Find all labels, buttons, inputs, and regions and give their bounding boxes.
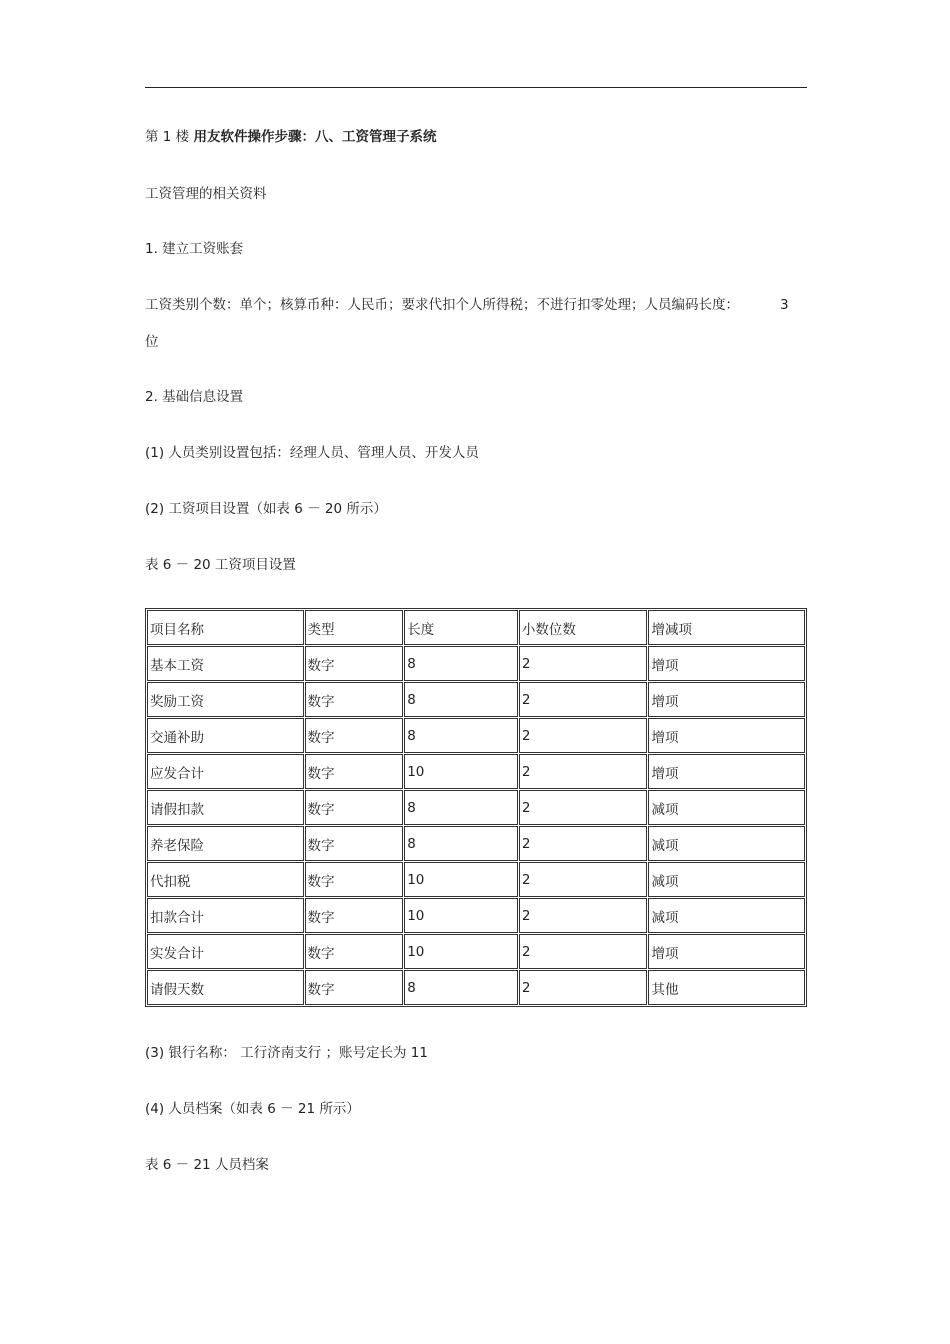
table-row xyxy=(147,862,805,897)
table-cell: 8 xyxy=(404,790,518,825)
table-cell: 数字 xyxy=(305,898,404,933)
table-cell: 减项 xyxy=(648,790,805,825)
table-row xyxy=(147,754,805,789)
code-length-value: 3 xyxy=(780,297,789,313)
table-cell: 增项 xyxy=(648,934,805,969)
top-rule xyxy=(145,87,807,88)
table-cell: 增项 xyxy=(648,646,805,681)
table-cell: 2 xyxy=(519,682,648,717)
table-cell: 扣款合计 xyxy=(147,898,304,933)
table-cell: 减项 xyxy=(648,862,805,897)
table-cell: 2 xyxy=(519,898,648,933)
table-cell: 增项 xyxy=(648,718,805,753)
table-cell: 其他 xyxy=(648,970,805,1005)
table-row xyxy=(147,898,805,933)
table-cell: 8 xyxy=(404,826,518,861)
section-2-heading: 2. 基础信息设置 xyxy=(145,389,244,405)
table-cell: 2 xyxy=(519,934,648,969)
item-3-text: (3) 银行名称： 工行济南支行 ；账号定长为 11 xyxy=(145,1045,428,1061)
table-cell: 请假天数 xyxy=(147,970,304,1005)
table-cell: 2 xyxy=(519,718,648,753)
item-4-text: (4) 人员档案（如表 6 － 21 所示） xyxy=(145,1101,360,1117)
table-cell: 奖励工资 xyxy=(147,682,304,717)
table-cell: 8 xyxy=(404,718,518,753)
table-cell: 增项 xyxy=(648,754,805,789)
table-row xyxy=(147,934,805,969)
table-cell: 数字 xyxy=(305,718,404,753)
table-cell: 2 xyxy=(519,646,648,681)
table-2-caption: 表 6 － 21 人员档案 xyxy=(145,1157,269,1173)
table-cell: 2 xyxy=(519,754,648,789)
table-cell: 10 xyxy=(404,754,518,789)
table-cell: 应发合计 xyxy=(147,754,304,789)
table-cell: 8 xyxy=(404,682,518,717)
table-caption: 表 6 － 20 工资项目设置 xyxy=(145,557,296,573)
header-cell: 增减项 xyxy=(648,610,805,645)
table-cell: 实发合计 xyxy=(147,934,304,969)
header-cell: 小数位数 xyxy=(519,610,648,645)
intro-text: 工资管理的相关资料 xyxy=(145,186,267,202)
table-cell: 2 xyxy=(519,790,648,825)
table-cell: 10 xyxy=(404,898,518,933)
table-cell: 数字 xyxy=(305,790,404,825)
detail-line-2: 位 xyxy=(145,334,159,350)
table-cell: 数字 xyxy=(305,682,404,717)
table-header-row xyxy=(147,610,805,645)
table-cell: 增项 xyxy=(648,682,805,717)
table-row xyxy=(147,790,805,825)
table-cell: 数字 xyxy=(305,754,404,789)
header-cell: 项目名称 xyxy=(147,610,304,645)
table-cell: 数字 xyxy=(305,934,404,969)
post-title: 用友软件操作步骤：八、工资管理子系统 xyxy=(193,129,437,145)
header-cell: 长度 xyxy=(404,610,518,645)
header-cell: 类型 xyxy=(305,610,404,645)
table-cell: 10 xyxy=(404,862,518,897)
table-cell: 数字 xyxy=(305,646,404,681)
post-header xyxy=(145,127,436,147)
floor-label: 第 1 楼 xyxy=(145,129,190,145)
table-cell: 8 xyxy=(404,970,518,1005)
salary-items-table xyxy=(145,608,807,1007)
table-row xyxy=(147,646,805,681)
table-cell: 2 xyxy=(519,826,648,861)
table-row xyxy=(147,826,805,861)
table-cell: 数字 xyxy=(305,862,404,897)
table-cell: 2 xyxy=(519,970,648,1005)
detail-line-1: 工资类别个数：单个；核算币种：人民币；要求代扣个人所得税；不进行扣零处理；人员编码长度： xyxy=(145,297,739,313)
table-cell: 基本工资 xyxy=(147,646,304,681)
item-1-text: (1) 人员类别设置包括：经理人员、管理人员、开发人员 xyxy=(145,445,479,461)
table-cell: 8 xyxy=(404,646,518,681)
table-cell: 2 xyxy=(519,862,648,897)
table-cell: 交通补助 xyxy=(147,718,304,753)
table-cell: 减项 xyxy=(648,898,805,933)
table-row xyxy=(147,718,805,753)
table-cell: 养老保险 xyxy=(147,826,304,861)
table-cell: 数字 xyxy=(305,970,404,1005)
table-row xyxy=(147,682,805,717)
table-cell: 减项 xyxy=(648,826,805,861)
item-2-text: (2) 工资项目设置（如表 6 － 20 所示） xyxy=(145,501,387,517)
table-cell: 代扣税 xyxy=(147,862,304,897)
section-1-heading: 1. 建立工资账套 xyxy=(145,241,244,257)
table-cell: 数字 xyxy=(305,826,404,861)
table-row xyxy=(147,970,805,1005)
table-cell: 10 xyxy=(404,934,518,969)
table-cell: 请假扣款 xyxy=(147,790,304,825)
